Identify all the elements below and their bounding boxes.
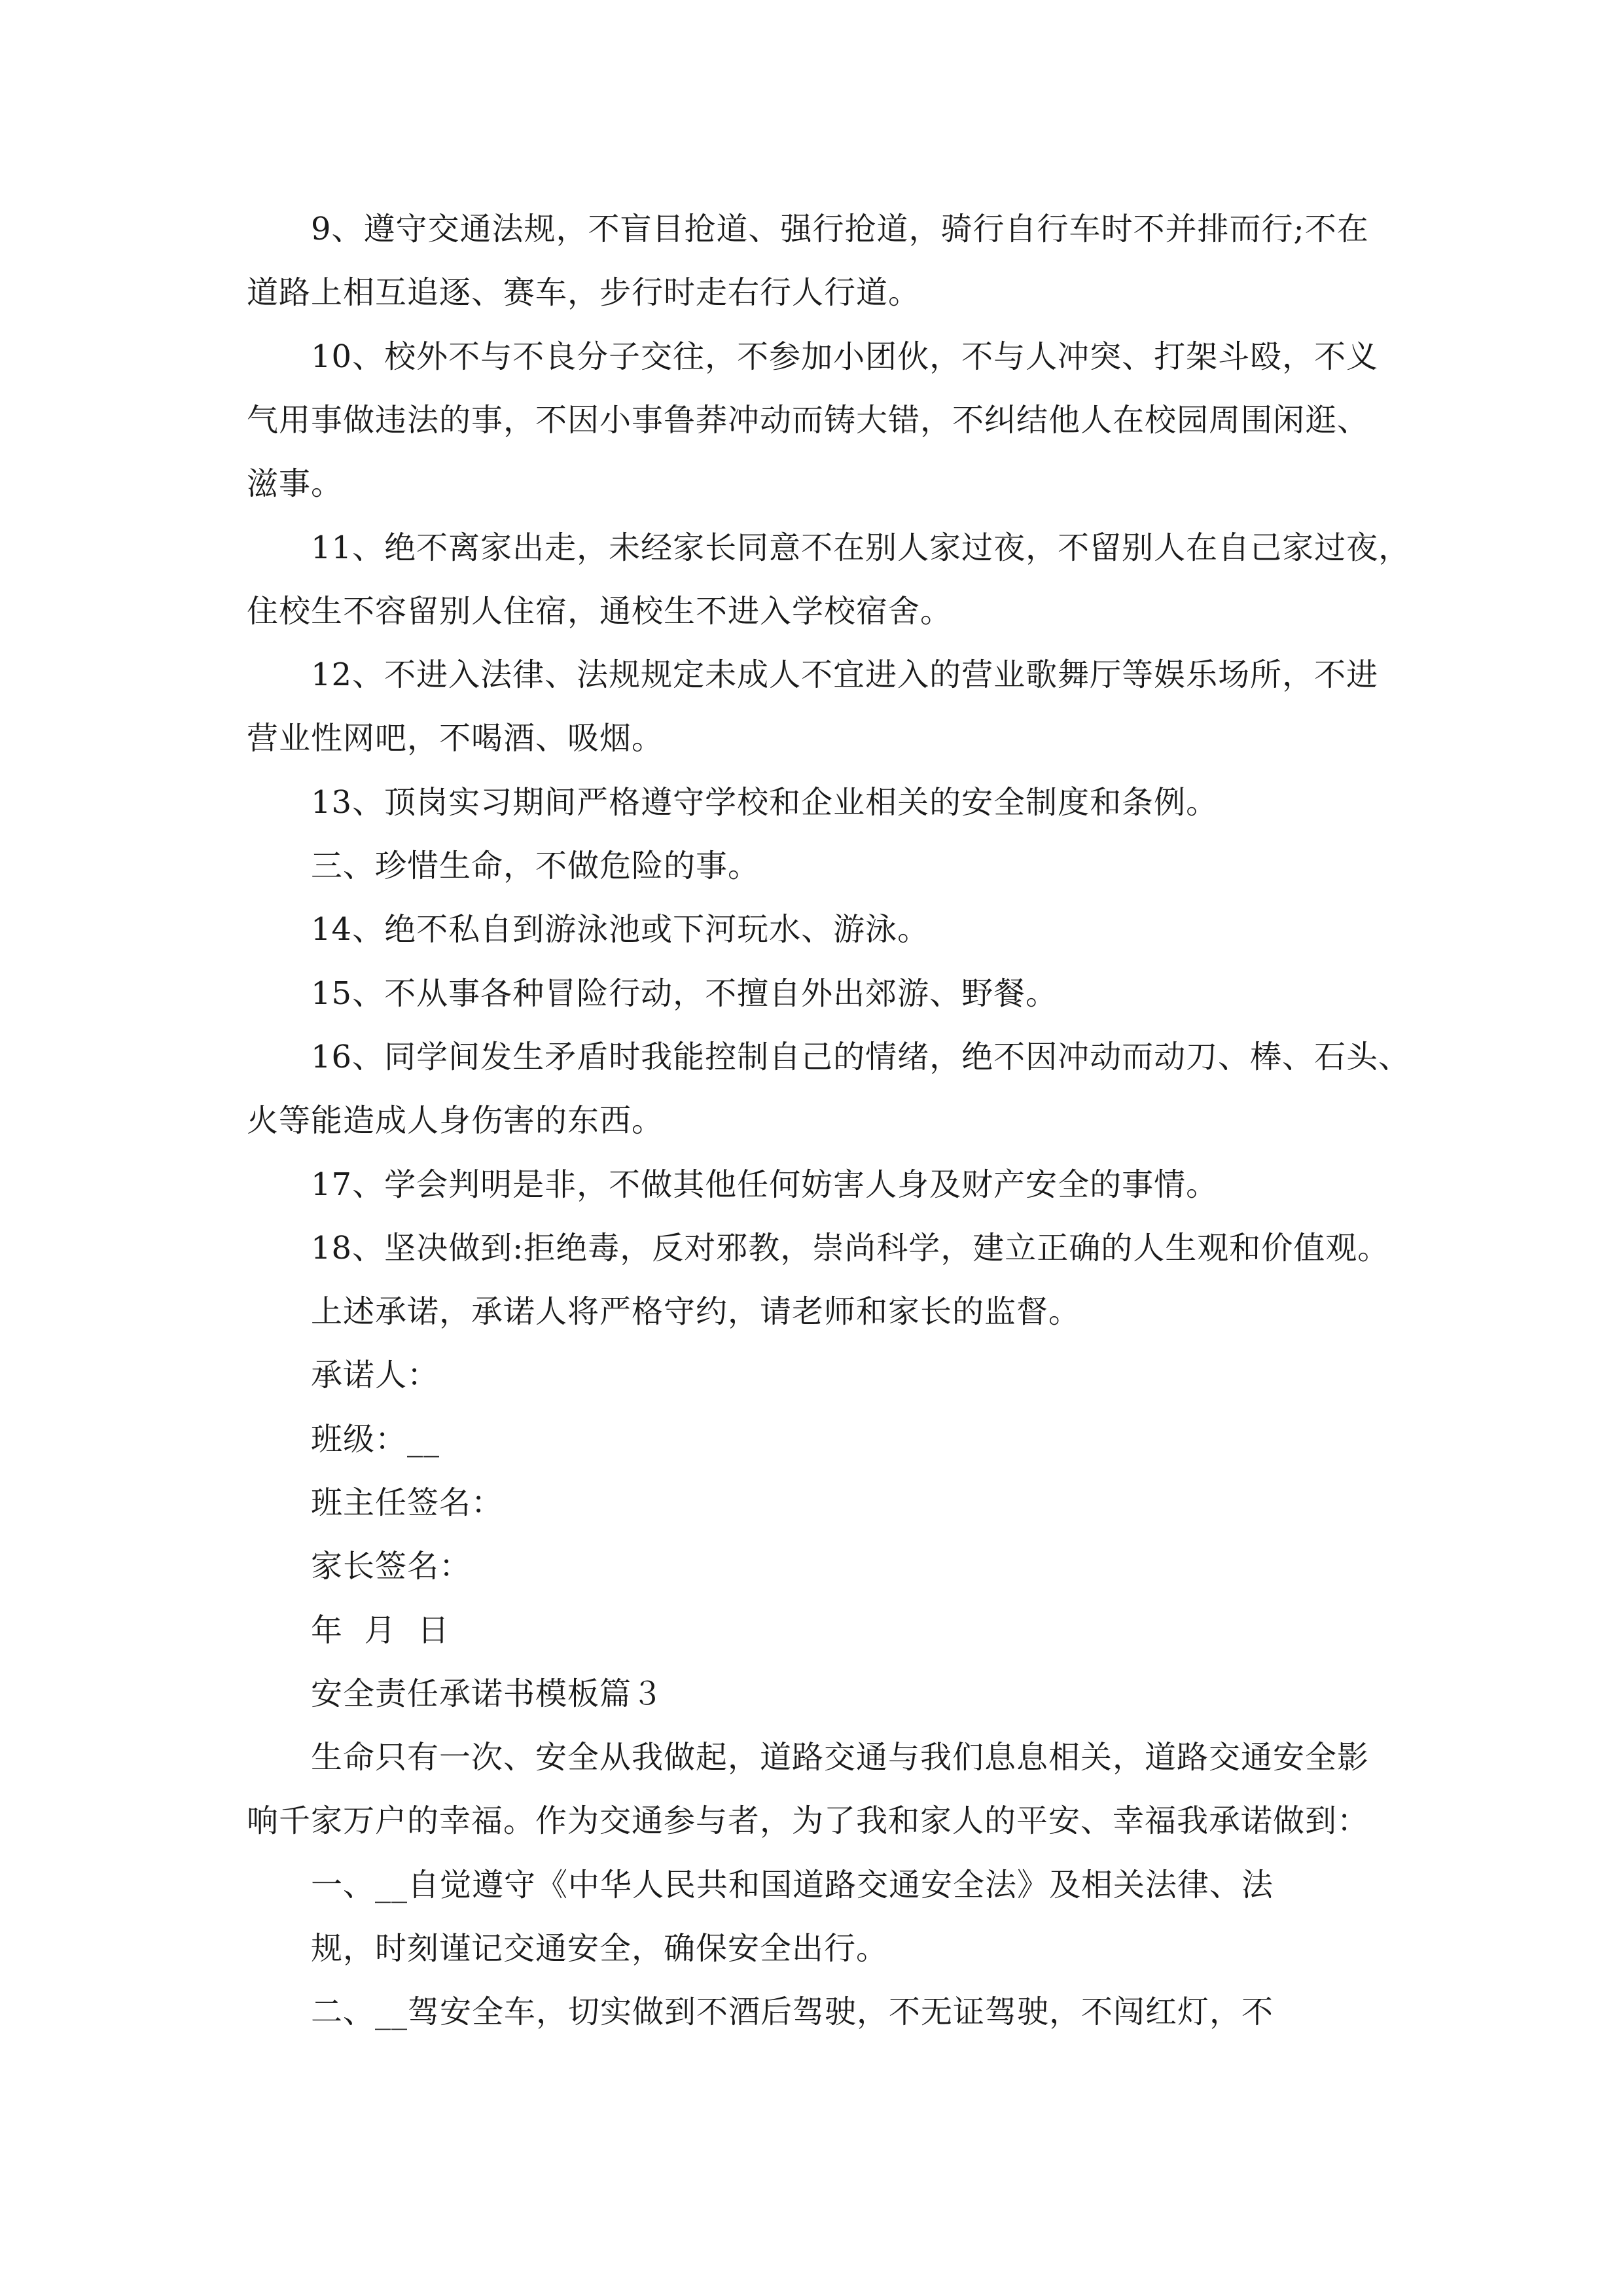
text-line: 规，时刻谨记交通安全，确保安全出行。 [311, 1930, 889, 1967]
signature-field-class: 班级：__ [311, 1421, 440, 1458]
text-line: 15、不从事各种冒险行动，不擅自外出郊游、野餐。 [311, 975, 1058, 1012]
text-line: 火等能造成人身伤害的东西。 [247, 1102, 664, 1139]
signature-field-parent: 家长签名： [311, 1548, 472, 1585]
text-line: 上述承诺，承诺人将严格守约，请老师和家长的监督。 [311, 1293, 1081, 1330]
signature-field-teacher: 班主任签名： [311, 1484, 504, 1521]
signature-field-promisor: 承诺人： [311, 1357, 440, 1393]
text-line: 11、绝不离家出走，未经家长同意不在别人家过夜，不留别人在自己家过夜， [311, 529, 1411, 566]
text-line: 响千家万户的幸福。作为交通参与者，为了我和家人的平安、幸福我承诺做到： [247, 1803, 1370, 1839]
text-line: 17、学会判明是非，不做其他任何妨害人身及财产安全的事情。 [311, 1166, 1219, 1203]
text-line: 18、坚决做到:拒绝毒，反对邪教，崇尚科学，建立正确的人生观和价值观。 [311, 1230, 1390, 1266]
text-line: 生命只有一次、安全从我做起，道路交通与我们息息相关，道路交通安全影 [311, 1739, 1370, 1776]
text-line: 气用事做违法的事，不因小事鲁莽冲动而铸大错，不纠结他人在校园周围闲逛、 [247, 402, 1370, 439]
section-title: 安全责任承诺书模板篇３ [311, 1676, 664, 1712]
text-line: 道路上相互追逐、赛车，步行时走右行人行道。 [247, 274, 921, 311]
date-field: 年 月 日 [311, 1612, 450, 1649]
text-line: 一、__自觉遵守《中华人民共和国道路交通安全法》及相关法律、法 [311, 1867, 1274, 1903]
text-line: 10、校外不与不良分子交往，不参加小团伙，不与人冲突、打架斗殴，不义 [311, 338, 1379, 375]
text-line: 营业性网吧，不喝酒、吸烟。 [247, 720, 664, 757]
text-line: 14、绝不私自到游泳池或下河玩水、游泳。 [311, 911, 930, 948]
text-line: 住校生不容留别人住宿，通校生不进入学校宿舍。 [247, 593, 953, 630]
section-heading: 三、珍惜生命，不做危险的事。 [311, 848, 760, 884]
text-line: 16、同学间发生矛盾时我能控制自己的情绪，绝不因冲动而动刀、棒、石头、 [311, 1039, 1411, 1075]
text-line: 9、遵守交通法规，不盲目抢道、强行抢道，骑行自行车时不并排而行;不在 [311, 211, 1369, 247]
text-line: 12、不进入法律、法规规定未成人不宜进入的营业歌舞厅等娱乐场所，不进 [311, 656, 1379, 693]
text-line: 二、__驾安全车，切实做到不酒后驾驶，不无证驾驶，不闯红灯，不 [311, 1994, 1274, 2030]
text-line: 13、顶岗实习期间严格遵守学校和企业相关的安全制度和条例。 [311, 784, 1219, 821]
text-line: 滋事。 [247, 465, 344, 502]
